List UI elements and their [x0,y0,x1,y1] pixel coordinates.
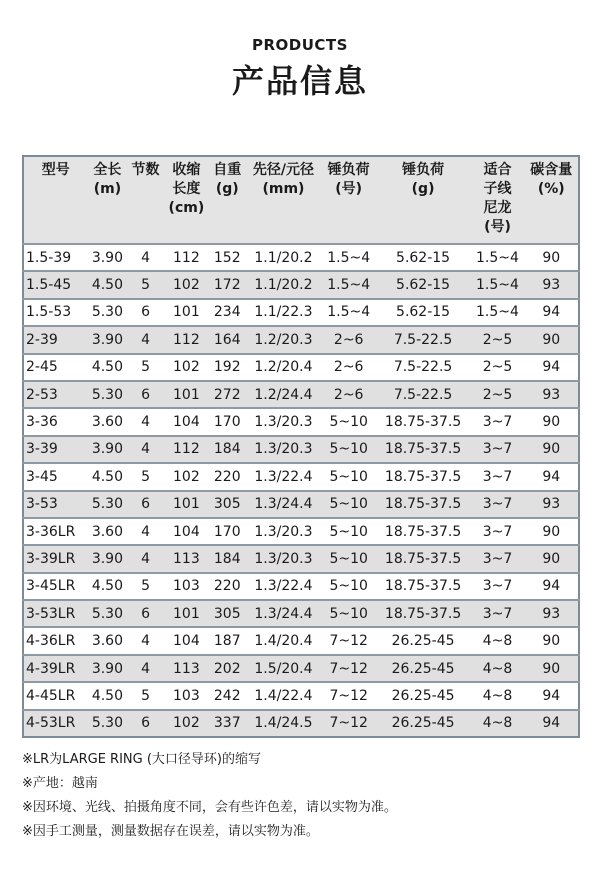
table-cell: 90 [525,436,579,463]
table-cell: 102 [164,271,210,298]
table-cell: 4 [127,655,163,682]
table-cell: 112 [164,436,210,463]
table-cell: 7.5-22.5 [376,354,471,381]
table-cell: 7~12 [322,655,376,682]
table-cell: 90 [525,408,579,435]
table-cell: 7~12 [322,710,376,737]
table-cell: 4-39LR [23,655,87,682]
table-cell: 104 [164,408,210,435]
column-header: 节数 [127,156,163,244]
table-cell: 305 [209,600,245,627]
table-cell: 3~7 [470,573,524,600]
table-cell: 4 [127,244,163,271]
table-cell: 5.30 [87,600,127,627]
table-cell: 18.75-37.5 [376,491,471,518]
products-subtitle: PRODUCTS [252,36,348,54]
table-row [23,244,579,271]
table-row [23,271,579,298]
table-cell: 2-45 [23,354,87,381]
table-cell: 112 [164,244,210,271]
table-cell: 337 [209,710,245,737]
table-cell: 234 [209,299,245,326]
table-cell: 3.90 [87,436,127,463]
table-cell: 3~7 [470,600,524,627]
table-cell: 5 [127,463,163,490]
table-cell: 5~10 [322,573,376,600]
table-cell: 4~8 [470,710,524,737]
table-cell: 3-36 [23,408,87,435]
table-cell: 3.90 [87,326,127,353]
table-cell: 4.50 [87,463,127,490]
table-row [23,354,579,381]
column-header: 适合 子线 尼龙 (号) [470,156,524,244]
table-cell: 18.75-37.5 [376,600,471,627]
table-cell: 90 [525,545,579,572]
table-cell: 3~7 [470,518,524,545]
table-cell: 5~10 [322,518,376,545]
table-cell: 2~6 [322,326,376,353]
table-cell: 94 [525,299,579,326]
table-row [23,655,579,682]
table-cell: 18.75-37.5 [376,545,471,572]
table-cell: 2-39 [23,326,87,353]
table-cell: 2~5 [470,381,524,408]
table-cell: 4-53LR [23,710,87,737]
table-cell: 6 [127,710,163,737]
table-cell: 1.2/20.3 [245,326,321,353]
table-cell: 3~7 [470,408,524,435]
table-cell: 1.5-45 [23,271,87,298]
table-cell: 192 [209,354,245,381]
table-cell: 184 [209,436,245,463]
table-cell: 2~5 [470,326,524,353]
table-row [23,491,579,518]
table-cell: 18.75-37.5 [376,436,471,463]
footnote: ※产地：越南 [22,776,98,791]
table-cell: 1.3/24.4 [245,491,321,518]
table-cell: 4 [127,408,163,435]
table-cell: 5~10 [322,463,376,490]
table-cell: 1.3/20.3 [245,408,321,435]
table-cell: 102 [164,463,210,490]
footnote: ※因手工测量，测量数据存在误差，请以实物为准。 [22,824,319,839]
table-cell: 5.62-15 [376,271,471,298]
table-cell: 102 [164,354,210,381]
table-cell: 1.5~4 [322,244,376,271]
table-cell: 172 [209,271,245,298]
table-row [23,600,579,627]
table-cell: 4 [127,518,163,545]
table-cell: 101 [164,381,210,408]
table-cell: 1.5~4 [470,299,524,326]
table-cell: 5.30 [87,381,127,408]
column-header: 先径/元径 (mm) [245,156,321,244]
table-cell: 3~7 [470,463,524,490]
column-header: 型号 [23,156,87,244]
table-cell: 101 [164,299,210,326]
table-cell: 3-45LR [23,573,87,600]
table-cell: 103 [164,682,210,709]
table-cell: 242 [209,682,245,709]
table-cell: 90 [525,655,579,682]
table-cell: 3.90 [87,655,127,682]
table-cell: 101 [164,491,210,518]
table-cell: 90 [525,326,579,353]
table-cell: 202 [209,655,245,682]
table-row [23,710,579,737]
table-cell: 7~12 [322,627,376,654]
table-cell: 1.5-53 [23,299,87,326]
column-header: 锤负荷 (g) [376,156,471,244]
table-cell: 1.3/22.4 [245,463,321,490]
table-cell: 6 [127,299,163,326]
table-cell: 5 [127,354,163,381]
table-row [23,463,579,490]
table-cell: 7.5-22.5 [376,381,471,408]
table-cell: 7~12 [322,682,376,709]
table-cell: 18.75-37.5 [376,463,471,490]
table-cell: 4 [127,326,163,353]
table-cell: 1.5~4 [322,271,376,298]
table-cell: 3.60 [87,408,127,435]
table-cell: 5.30 [87,710,127,737]
table-cell: 5~10 [322,408,376,435]
table-cell: 3~7 [470,491,524,518]
table-cell: 1.3/24.4 [245,600,321,627]
table-cell: 4-36LR [23,627,87,654]
table-cell: 3.90 [87,244,127,271]
table-cell: 94 [525,682,579,709]
table-cell: 3-39 [23,436,87,463]
table-cell: 1.5~4 [322,299,376,326]
table-cell: 93 [525,491,579,518]
table-cell: 4.50 [87,573,127,600]
table-cell: 6 [127,381,163,408]
table-row [23,682,579,709]
table-cell: 4~8 [470,682,524,709]
table-cell: 18.75-37.5 [376,573,471,600]
table-cell: 102 [164,710,210,737]
table-cell: 3-53 [23,491,87,518]
table-cell: 1.5~4 [470,244,524,271]
table-cell: 170 [209,518,245,545]
table-cell: 90 [525,518,579,545]
table-cell: 4 [127,545,163,572]
table-cell: 2~6 [322,354,376,381]
table-cell: 4 [127,627,163,654]
column-header: 锤负荷 (号) [322,156,376,244]
table-cell: 5 [127,573,163,600]
table-row [23,627,579,654]
footnotes [22,748,397,844]
table-cell: 4 [127,436,163,463]
table-cell: 2~5 [470,354,524,381]
column-header: 自重 (g) [209,156,245,244]
table-cell: 93 [525,381,579,408]
table-cell: 3-53LR [23,600,87,627]
table-cell: 4-45LR [23,682,87,709]
table-cell: 94 [525,354,579,381]
table-cell: 90 [525,627,579,654]
table-cell: 1.4/20.4 [245,627,321,654]
table-row [23,408,579,435]
table-cell: 164 [209,326,245,353]
table-cell: 1.5/20.4 [245,655,321,682]
table-cell: 1.1/22.3 [245,299,321,326]
table-cell: 1.2/24.4 [245,381,321,408]
table-cell: 5~10 [322,545,376,572]
table-cell: 3~7 [470,436,524,463]
table-cell: 5.30 [87,299,127,326]
table-cell: 1.1/20.2 [245,271,321,298]
table-cell: 272 [209,381,245,408]
table-cell: 104 [164,627,210,654]
table-cell: 113 [164,655,210,682]
table-cell: 1.1/20.2 [245,244,321,271]
footnote: ※因环境、光线、拍摄角度不同，会有些许色差，请以实物为准。 [22,800,397,815]
table-cell: 5~10 [322,600,376,627]
table-cell: 4~8 [470,655,524,682]
table-cell: 1.5~4 [470,271,524,298]
table-cell: 18.75-37.5 [376,408,471,435]
table-cell: 1.4/22.4 [245,682,321,709]
table-cell: 5 [127,271,163,298]
table-cell: 4~8 [470,627,524,654]
table-cell: 220 [209,463,245,490]
table-cell: 1.5-39 [23,244,87,271]
table-cell: 3-45 [23,463,87,490]
table-row [23,381,579,408]
table-cell: 4.50 [87,682,127,709]
table-cell: 7.5-22.5 [376,326,471,353]
table-cell: 6 [127,491,163,518]
table-cell: 187 [209,627,245,654]
table-cell: 152 [209,244,245,271]
table-cell: 93 [525,600,579,627]
table-cell: 184 [209,545,245,572]
table-cell: 18.75-37.5 [376,518,471,545]
table-cell: 26.25-45 [376,710,471,737]
table-cell: 2-53 [23,381,87,408]
table-cell: 93 [525,271,579,298]
table-cell: 26.25-45 [376,627,471,654]
table-row [23,436,579,463]
table-cell: 1.3/20.3 [245,436,321,463]
table-cell: 94 [525,710,579,737]
table-cell: 94 [525,463,579,490]
table-cell: 103 [164,573,210,600]
table-header-row [23,156,579,244]
table-cell: 3.60 [87,518,127,545]
table-cell: 112 [164,326,210,353]
table-cell: 5 [127,682,163,709]
table-cell: 3~7 [470,545,524,572]
table-cell: 5~10 [322,436,376,463]
table-row [23,326,579,353]
table-cell: 3.60 [87,627,127,654]
spec-table [22,155,580,738]
column-header: 碳含量 (%) [525,156,579,244]
table-cell: 3-36LR [23,518,87,545]
footnote: ※LR为LARGE RING (大口径导环)的缩写 [22,752,261,767]
table-cell: 101 [164,600,210,627]
table-row [23,299,579,326]
table-cell: 220 [209,573,245,600]
table-cell: 1.2/20.4 [245,354,321,381]
table-cell: 5.62-15 [376,299,471,326]
table-cell: 1.4/24.5 [245,710,321,737]
table-row [23,545,579,572]
table-row [23,573,579,600]
table-row [23,518,579,545]
table-cell: 26.25-45 [376,655,471,682]
table-cell: 170 [209,408,245,435]
table-cell: 305 [209,491,245,518]
table-cell: 4.50 [87,271,127,298]
table-cell: 2~6 [322,381,376,408]
table-cell: 1.3/20.3 [245,518,321,545]
table-cell: 5.62-15 [376,244,471,271]
table-cell: 113 [164,545,210,572]
table-cell: 4.50 [87,354,127,381]
table-cell: 5.30 [87,491,127,518]
table-cell: 6 [127,600,163,627]
table-cell: 26.25-45 [376,682,471,709]
table-cell: 3-39LR [23,545,87,572]
page-title: 产品信息 [231,62,368,100]
table-cell: 104 [164,518,210,545]
table-cell: 1.3/20.3 [245,545,321,572]
column-header: 全长 (m) [87,156,127,244]
table-cell: 90 [525,244,579,271]
table-cell: 3.90 [87,545,127,572]
table-cell: 1.3/22.4 [245,573,321,600]
column-header: 收缩 长度 (cm) [164,156,210,244]
table-cell: 5~10 [322,491,376,518]
table-cell: 94 [525,573,579,600]
